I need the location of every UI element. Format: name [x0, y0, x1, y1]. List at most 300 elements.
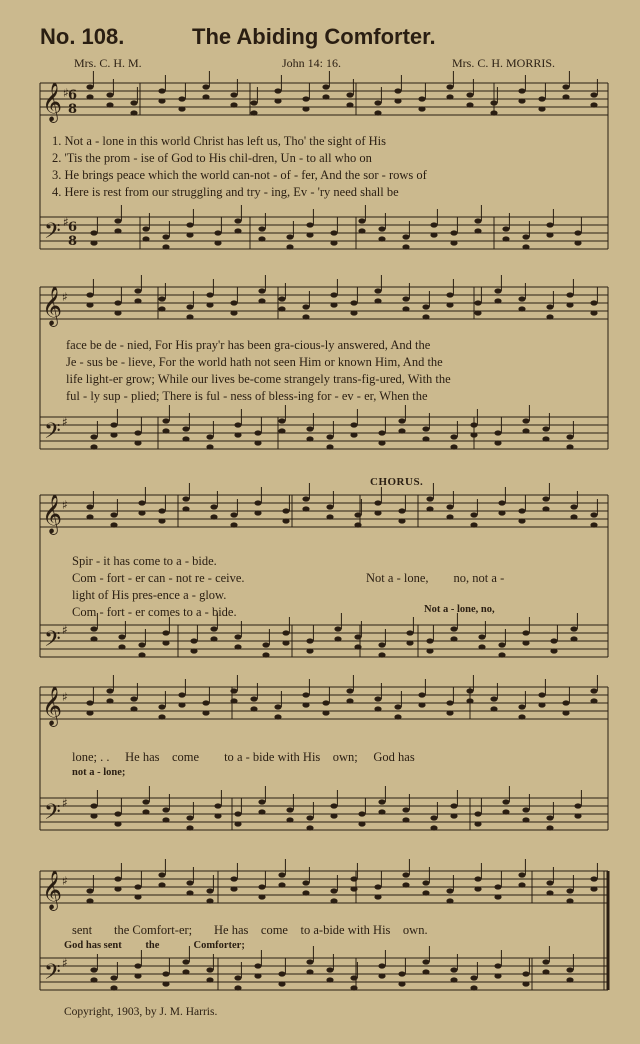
note-head — [542, 506, 549, 511]
note-head — [282, 630, 289, 635]
note-head — [490, 110, 497, 115]
note-head — [502, 226, 509, 231]
note-head — [518, 872, 525, 877]
staff-bass-4 — [40, 798, 608, 830]
note-head — [90, 813, 97, 818]
note-head — [206, 967, 213, 972]
note-head — [394, 98, 401, 103]
note-head — [490, 706, 497, 711]
note-head — [114, 886, 121, 891]
note-head — [214, 813, 221, 818]
note-head — [350, 975, 357, 980]
note-head — [114, 811, 121, 816]
note-head — [234, 811, 241, 816]
note-head — [374, 510, 381, 515]
note-head — [322, 710, 329, 715]
note-head — [422, 959, 429, 964]
svg-text:♯: ♯ — [63, 86, 69, 100]
bass-clef-icon: 𝄢 — [44, 219, 61, 249]
note-head — [302, 106, 309, 111]
note-head — [114, 228, 121, 233]
note-head — [182, 436, 189, 441]
note-head — [470, 522, 477, 527]
note-head — [302, 880, 309, 885]
note-head — [234, 422, 241, 427]
note-head — [518, 704, 525, 709]
svg-text:6: 6 — [68, 88, 78, 103]
note-head — [86, 94, 93, 99]
note-head — [406, 640, 413, 645]
note-head — [502, 236, 509, 241]
note-head — [418, 692, 425, 697]
note-head — [162, 817, 169, 822]
note-head — [450, 813, 457, 818]
note-head — [378, 963, 385, 968]
note-head — [354, 634, 361, 639]
note-head — [302, 314, 309, 319]
note-head — [306, 638, 313, 643]
note-head — [590, 698, 597, 703]
note-head — [538, 692, 545, 697]
note-head — [374, 500, 381, 505]
note-head — [562, 700, 569, 705]
note-head — [86, 504, 93, 509]
note-head — [330, 803, 337, 808]
note-head — [478, 644, 485, 649]
note-head — [350, 422, 357, 427]
note-head — [374, 110, 381, 115]
note-head — [346, 92, 353, 97]
verse2-line1: 2. 'Tis the prom - ise of God to His chil-dren, Un - to all who on — [52, 151, 372, 165]
note-head — [302, 692, 309, 697]
note-head — [130, 696, 137, 701]
note-head — [470, 985, 477, 990]
note-head — [466, 698, 473, 703]
note-head — [306, 959, 313, 964]
note-head — [522, 981, 529, 986]
note-head — [566, 302, 573, 307]
note-head — [278, 981, 285, 986]
svg-text:8: 8 — [68, 234, 78, 249]
svg-text:𝄞: 𝄞 — [42, 870, 63, 910]
chorus-bass-line1: Not a - lone, no, — [424, 604, 495, 615]
note-head — [178, 692, 185, 697]
note-head — [378, 226, 385, 231]
note-head — [230, 886, 237, 891]
note-head — [422, 890, 429, 895]
note-head — [178, 702, 185, 707]
note-head — [422, 969, 429, 974]
note-head — [430, 222, 437, 227]
note-head — [302, 506, 309, 511]
note-head — [590, 102, 597, 107]
note-head — [206, 977, 213, 982]
hymn-number: No. 108. — [40, 24, 125, 49]
hymn-title: The Abiding Comforter. — [192, 24, 436, 49]
note-head — [574, 230, 581, 235]
note-head — [278, 882, 285, 887]
note-head — [306, 815, 313, 820]
note-head — [330, 230, 337, 235]
note-head — [230, 102, 237, 107]
note-head — [450, 626, 457, 631]
note-head — [590, 876, 597, 881]
note-head — [378, 642, 385, 647]
verse3-line3: light of His pres-ence a - glow. — [72, 588, 227, 602]
note-head — [142, 799, 149, 804]
note-head — [522, 244, 529, 249]
note-head — [250, 696, 257, 701]
verse3-line1: 3. He brings peace which the world can-not - of - fer, And the sor - rows of — [52, 168, 427, 182]
note-head — [418, 96, 425, 101]
note-head — [86, 84, 93, 89]
note-head — [258, 226, 265, 231]
note-head — [162, 234, 169, 239]
note-head — [234, 228, 241, 233]
note-head — [538, 96, 545, 101]
note-head — [474, 218, 481, 223]
note-head — [162, 640, 169, 645]
note-head — [106, 102, 113, 107]
note-head — [234, 821, 241, 826]
note-head — [430, 815, 437, 820]
note-head — [358, 218, 365, 223]
note-head — [322, 700, 329, 705]
note-head — [214, 230, 221, 235]
note-head — [134, 430, 141, 435]
note-head — [494, 288, 501, 293]
note-head — [138, 500, 145, 505]
note-head — [402, 306, 409, 311]
note-head — [286, 244, 293, 249]
note-head — [522, 234, 529, 239]
note-head — [206, 888, 213, 893]
note-head — [354, 512, 361, 517]
note-head — [234, 432, 241, 437]
note-head — [446, 504, 453, 509]
note-head — [158, 872, 165, 877]
note-head — [426, 506, 433, 511]
note-head — [282, 508, 289, 513]
note-head — [182, 426, 189, 431]
note-head — [230, 522, 237, 527]
note-head — [546, 825, 553, 830]
note-head — [158, 508, 165, 513]
chorus-soprano-line2: lone; . . He has come to a - bide with His own; God has — [72, 750, 415, 764]
note-head — [158, 98, 165, 103]
note-head — [254, 973, 261, 978]
note-head — [90, 626, 97, 631]
note-head — [590, 886, 597, 891]
note-head — [474, 886, 481, 891]
note-head — [354, 522, 361, 527]
note-head — [86, 898, 93, 903]
verse1-line1: 1. Not a - lone in this world Christ has left us, Tho' the sight of His — [52, 134, 387, 148]
note-head — [230, 92, 237, 97]
words-credit: Mrs. C. H. M. — [74, 56, 142, 70]
note-head — [202, 700, 209, 705]
svg-text:𝄢: 𝄢 — [44, 419, 61, 449]
note-head — [446, 700, 453, 705]
staff-bass-1 — [40, 217, 608, 249]
note-head — [186, 222, 193, 227]
note-head — [446, 84, 453, 89]
note-head — [182, 496, 189, 501]
note-head — [570, 636, 577, 641]
verse2-line3: Com - fort - er can - not re - ceive. — [72, 571, 245, 585]
staff-treble-2 — [40, 287, 608, 319]
note-head — [258, 799, 265, 804]
note-head — [114, 218, 121, 223]
note-head — [542, 496, 549, 501]
note-head — [130, 110, 137, 115]
note-head — [498, 510, 505, 515]
chorus-label: CHORUS. — [370, 476, 424, 488]
note-head — [350, 985, 357, 990]
note-head — [394, 714, 401, 719]
note-head — [118, 634, 125, 639]
note-head — [358, 821, 365, 826]
note-head — [230, 698, 237, 703]
svg-text:𝄞: 𝄞 — [42, 286, 63, 326]
note-head — [570, 626, 577, 631]
note-head — [430, 232, 437, 237]
note-head — [254, 963, 261, 968]
note-head — [446, 888, 453, 893]
note-head — [182, 969, 189, 974]
note-head — [518, 714, 525, 719]
note-head — [134, 298, 141, 303]
note-head — [258, 884, 265, 889]
svg-text:6: 6 — [68, 220, 78, 235]
note-head — [178, 106, 185, 111]
note-head — [466, 102, 473, 107]
note-head — [210, 504, 217, 509]
note-head — [190, 648, 197, 653]
note-head — [522, 817, 529, 822]
note-head — [142, 236, 149, 241]
note-head — [210, 636, 217, 641]
note-head — [406, 630, 413, 635]
note-head — [278, 428, 285, 433]
note-head — [346, 698, 353, 703]
note-head — [590, 522, 597, 527]
note-head — [474, 228, 481, 233]
note-head — [162, 630, 169, 635]
note-head — [402, 234, 409, 239]
note-head — [374, 884, 381, 889]
note-head — [518, 98, 525, 103]
note-head — [110, 432, 117, 437]
note-head — [230, 310, 237, 315]
note-head — [326, 444, 333, 449]
note-head — [158, 882, 165, 887]
note-head — [466, 92, 473, 97]
note-head — [422, 880, 429, 885]
note-head — [402, 296, 409, 301]
note-head — [250, 110, 257, 115]
note-head — [450, 636, 457, 641]
note-head — [330, 813, 337, 818]
note-head — [350, 432, 357, 437]
note-head — [566, 977, 573, 982]
chorus-soprano-line3: sent the Comfort-er; He has come to a-bide with His own. — [72, 923, 428, 937]
note-head — [494, 963, 501, 968]
note-head — [302, 96, 309, 101]
note-head — [278, 296, 285, 301]
note-head — [518, 518, 525, 523]
note-head — [494, 973, 501, 978]
note-head — [330, 302, 337, 307]
note-head — [402, 244, 409, 249]
note-head — [450, 444, 457, 449]
note-head — [90, 977, 97, 982]
note-head — [134, 894, 141, 899]
scripture-reference: John 14: 16. — [282, 56, 342, 70]
note-head — [258, 809, 265, 814]
note-head — [466, 688, 473, 693]
note-head — [134, 288, 141, 293]
verse4-line1: 4. Here is rest from our struggling and try - ing, Ev - 'ry need shall be — [52, 185, 399, 199]
note-head — [334, 626, 341, 631]
note-head — [422, 426, 429, 431]
note-head — [402, 817, 409, 822]
note-head — [162, 244, 169, 249]
note-head — [186, 232, 193, 237]
note-head — [110, 422, 117, 427]
svg-text:𝄞: 𝄞 — [42, 494, 63, 534]
note-head — [426, 496, 433, 501]
note-head — [206, 434, 213, 439]
note-head — [570, 504, 577, 509]
note-head — [574, 803, 581, 808]
note-head — [470, 432, 477, 437]
note-head — [426, 648, 433, 653]
note-head — [106, 92, 113, 97]
note-head — [302, 496, 309, 501]
note-head — [450, 803, 457, 808]
svg-text:𝄢: 𝄢 — [44, 800, 61, 830]
note-head — [518, 882, 525, 887]
note-head — [302, 702, 309, 707]
note-head — [210, 626, 217, 631]
note-head — [494, 884, 501, 889]
note-head — [86, 710, 93, 715]
note-head — [186, 890, 193, 895]
svg-text:𝄢: 𝄢 — [44, 960, 61, 990]
svg-text:♯: ♯ — [62, 690, 68, 704]
note-head — [90, 230, 97, 235]
note-head — [90, 434, 97, 439]
note-head — [450, 967, 457, 972]
note-head — [90, 444, 97, 449]
note-head — [322, 94, 329, 99]
note-head — [114, 876, 121, 881]
note-head — [202, 84, 209, 89]
note-head — [138, 652, 145, 657]
note-head — [546, 890, 553, 895]
note-head — [350, 876, 357, 881]
note-head — [90, 967, 97, 972]
note-head — [498, 642, 505, 647]
note-head — [566, 444, 573, 449]
note-head — [402, 807, 409, 812]
note-head — [158, 714, 165, 719]
copyright-notice: Copyright, 1903, by J. M. Harris. — [64, 1006, 218, 1018]
svg-text:♯: ♯ — [62, 623, 68, 637]
note-head — [374, 298, 381, 303]
svg-text:𝄢: 𝄢 — [44, 627, 61, 657]
note-head — [566, 888, 573, 893]
note-head — [470, 512, 477, 517]
note-head — [258, 288, 265, 293]
note-head — [182, 506, 189, 511]
svg-text:♯: ♯ — [62, 415, 68, 429]
note-head — [350, 886, 357, 891]
note-head — [518, 296, 525, 301]
note-head — [162, 428, 169, 433]
note-head — [86, 514, 93, 519]
note-head — [250, 100, 257, 105]
note-head — [398, 428, 405, 433]
note-head — [86, 888, 93, 893]
note-head — [254, 510, 261, 515]
note-head — [398, 971, 405, 976]
note-head — [490, 696, 497, 701]
note-head — [574, 240, 581, 245]
note-head — [546, 304, 553, 309]
chorus-bass-line2: not a - lone; — [72, 767, 126, 778]
note-head — [206, 302, 213, 307]
note-head — [118, 644, 125, 649]
note-head — [590, 92, 597, 97]
svg-text:𝄞: 𝄞 — [42, 686, 63, 726]
note-head — [162, 418, 169, 423]
note-head — [326, 967, 333, 972]
note-head — [114, 300, 121, 305]
note-heads — [86, 71, 597, 991]
note-head — [522, 418, 529, 423]
note-head — [590, 688, 597, 693]
svg-text:♯: ♯ — [62, 874, 68, 888]
note-head — [138, 510, 145, 515]
note-head — [278, 872, 285, 877]
note-head — [562, 710, 569, 715]
note-head — [274, 714, 281, 719]
note-head — [518, 88, 525, 93]
note-head — [470, 422, 477, 427]
note-head — [358, 811, 365, 816]
note-head — [378, 799, 385, 804]
note-head — [130, 100, 137, 105]
note-head — [378, 236, 385, 241]
note-head — [206, 444, 213, 449]
note-head — [398, 508, 405, 513]
note-head — [230, 876, 237, 881]
note-head — [162, 807, 169, 812]
note-head — [230, 512, 237, 517]
note-head — [562, 84, 569, 89]
note-head — [286, 817, 293, 822]
note-head — [234, 218, 241, 223]
note-head — [474, 811, 481, 816]
note-head — [378, 809, 385, 814]
note-head — [374, 696, 381, 701]
note-head — [422, 314, 429, 319]
note-head — [374, 100, 381, 105]
note-head — [498, 652, 505, 657]
note-head — [590, 512, 597, 517]
